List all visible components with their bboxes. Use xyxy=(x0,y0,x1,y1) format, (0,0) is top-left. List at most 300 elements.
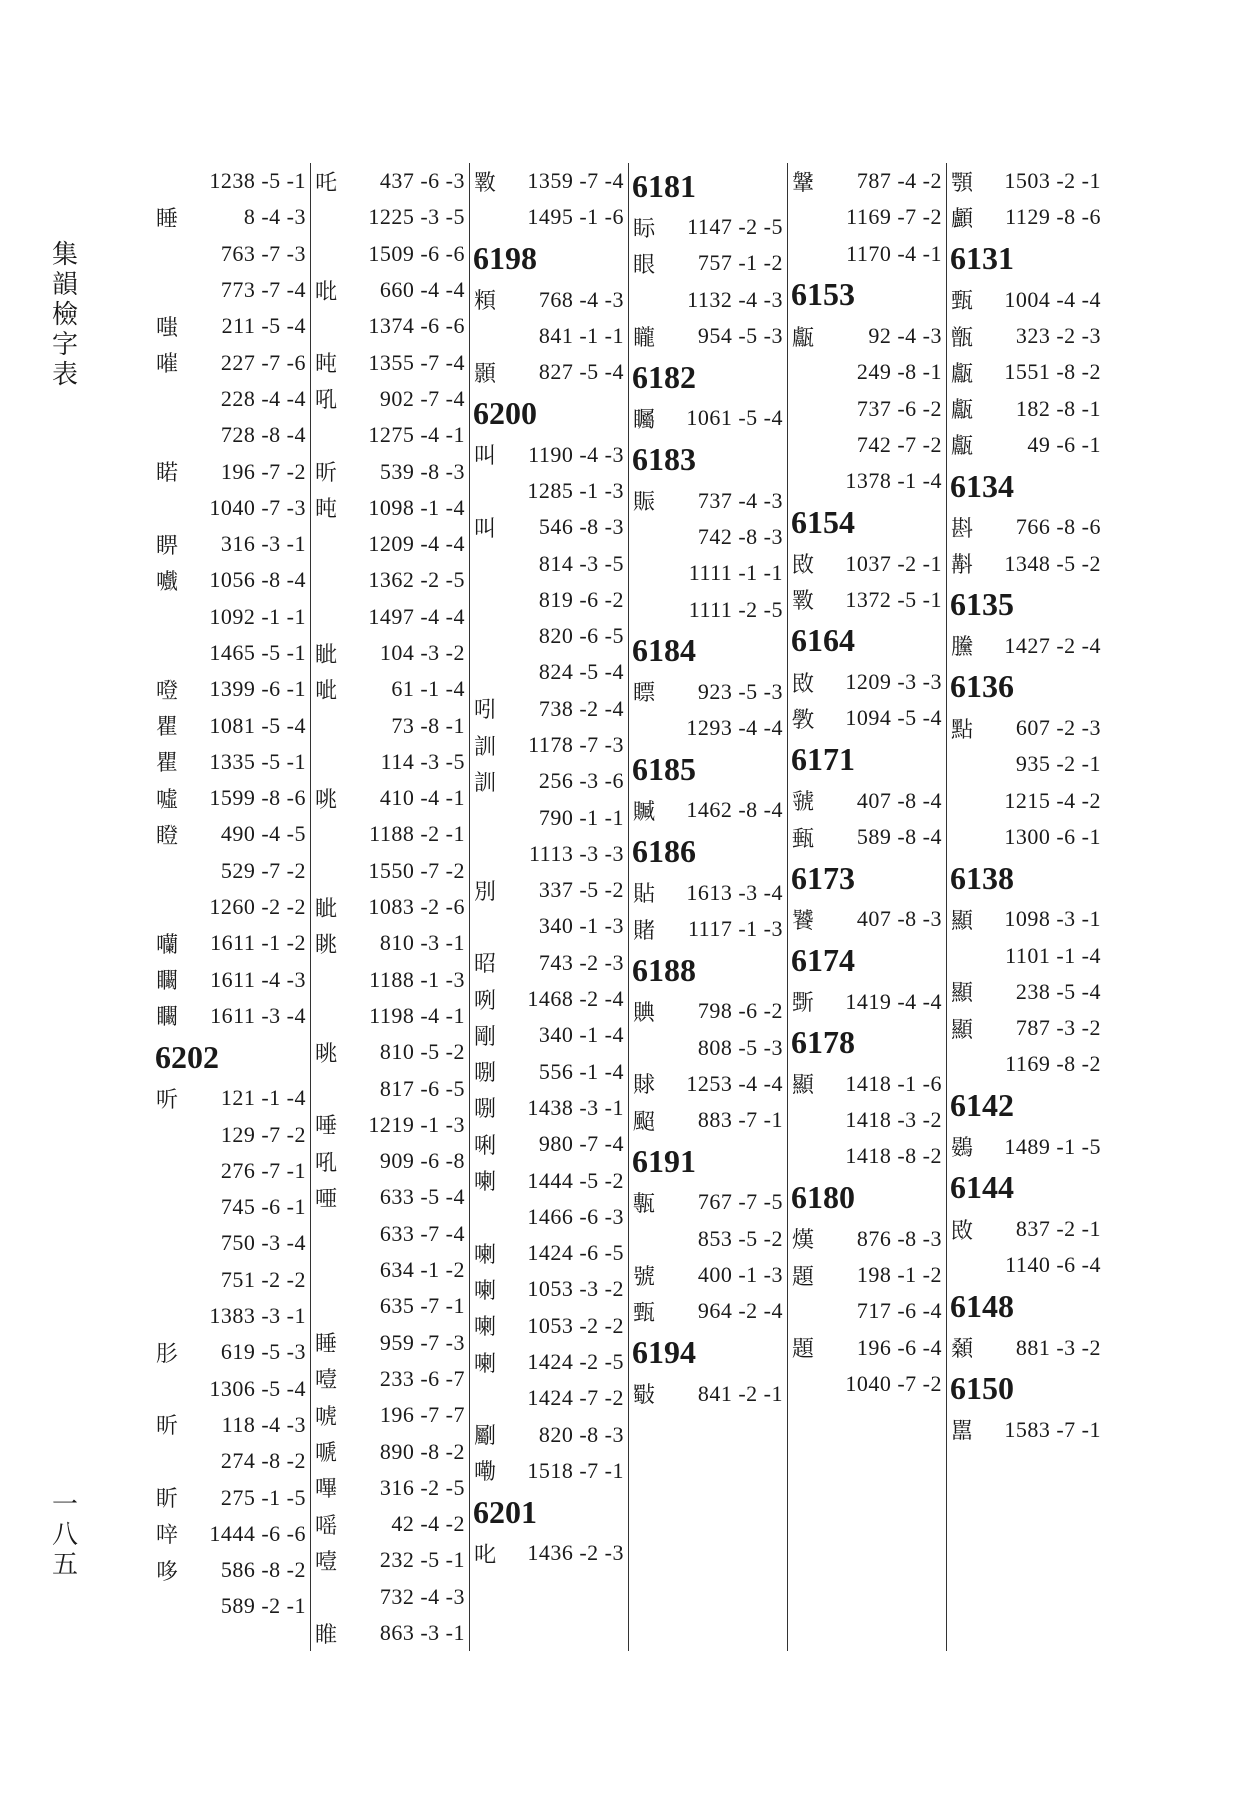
index-entry xyxy=(788,427,946,463)
entry-reference: 1132 -4 -3 xyxy=(687,286,783,312)
index-entry xyxy=(311,562,469,598)
entry-character: 呲 xyxy=(315,678,338,704)
index-entry xyxy=(947,1211,1106,1247)
entry-reference: 233 -6 -7 xyxy=(379,1365,465,1391)
entry-character: 睰 xyxy=(156,461,179,487)
entry-reference: 1219 -1 -3 xyxy=(368,1111,465,1137)
index-entry xyxy=(152,490,310,526)
entry-reference: 1348 -5 -2 xyxy=(1004,550,1101,576)
entry-reference: 1101 -1 -4 xyxy=(1005,942,1101,968)
entry-reference: 935 -2 -1 xyxy=(1015,751,1101,777)
entry-character: 睡 xyxy=(315,1332,338,1358)
index-entry xyxy=(470,1090,628,1126)
index-entry xyxy=(311,962,469,998)
entry-character: 眦 xyxy=(315,642,338,668)
entry-reference: 104 -3 -2 xyxy=(379,640,465,665)
entry-reference: 340 -1 -4 xyxy=(538,1022,624,1048)
entry-reference: 1300 -6 -1 xyxy=(1004,824,1101,849)
index-entry xyxy=(788,236,946,272)
section-heading: 6144 xyxy=(950,1169,1014,1206)
entry-character: 喇 xyxy=(474,1351,497,1377)
entry-character: 咧 xyxy=(474,988,497,1014)
entry-character: 黱 xyxy=(951,635,974,661)
entry-reference: 768 -4 -3 xyxy=(538,286,624,312)
entry-character: 訓 xyxy=(474,770,497,796)
entry-reference: 1170 -4 -1 xyxy=(846,240,942,266)
entry-reference: 337 -5 -2 xyxy=(538,877,624,903)
entry-reference: 8 -4 -3 xyxy=(243,204,306,230)
index-entry xyxy=(311,1179,469,1215)
entry-reference: 1466 -6 -3 xyxy=(527,1203,624,1229)
entry-character: 眼 xyxy=(633,252,656,278)
index-entry xyxy=(311,236,469,272)
section-heading: 6178 xyxy=(791,1024,855,1061)
entry-reference: 743 -2 -3 xyxy=(538,949,624,975)
entry-character: 斀 xyxy=(633,1383,656,1409)
entry-reference: 876 -8 -3 xyxy=(856,1225,942,1251)
index-entry xyxy=(311,1325,469,1361)
entry-reference: 773 -7 -4 xyxy=(220,277,306,303)
section-heading: 6202 xyxy=(155,1038,219,1075)
entry-reference: 407 -8 -3 xyxy=(856,906,942,932)
entry-character: 瞪 xyxy=(156,823,179,849)
entry-character: 點 xyxy=(951,717,974,743)
section-heading: 6135 xyxy=(950,586,1014,623)
entry-reference: 1611 -3 -4 xyxy=(210,1002,306,1028)
entry-character: 顯 xyxy=(792,1073,815,1099)
entry-character: 饕 xyxy=(792,908,815,934)
index-entry xyxy=(311,344,469,380)
index-entry xyxy=(788,819,946,855)
index-entry xyxy=(788,1221,946,1257)
index-entry xyxy=(947,390,1106,426)
entry-character: 瞿 xyxy=(156,715,179,741)
index-entry xyxy=(152,599,310,635)
entry-reference: 1053 -2 -2 xyxy=(527,1312,624,1338)
entry-character: 吲 xyxy=(474,698,497,724)
entry-character: 甀 xyxy=(792,826,815,852)
entry-reference: 757 -1 -2 xyxy=(697,250,783,276)
entry-reference: 1462 -8 -4 xyxy=(686,797,783,823)
index-entry xyxy=(311,707,469,743)
index-entry xyxy=(152,1479,310,1515)
entry-reference: 817 -6 -5 xyxy=(379,1075,465,1101)
entry-reference: 1306 -5 -4 xyxy=(209,1375,306,1401)
entry-character: 昕 xyxy=(315,461,338,487)
index-entry xyxy=(629,1066,787,1102)
section-heading: 6171 xyxy=(791,741,855,778)
entry-character: 題 xyxy=(792,1264,815,1290)
entry-character: 甎 xyxy=(633,1191,656,1217)
entry-reference: 1362 -2 -5 xyxy=(368,567,465,593)
entry-character: 吼 xyxy=(315,1150,338,1176)
index-entry xyxy=(629,1257,787,1293)
index-entry xyxy=(788,1066,946,1102)
entry-reference: 1359 -7 -4 xyxy=(527,168,624,194)
index-entry xyxy=(152,1080,310,1116)
index-entry xyxy=(470,872,628,908)
index-entry xyxy=(311,1579,469,1615)
entry-reference: 1111 -1 -1 xyxy=(688,560,783,586)
index-entry xyxy=(947,710,1106,746)
entry-character: 嗶 xyxy=(315,1477,338,1503)
index-entry xyxy=(470,282,628,318)
entry-character: 虢 xyxy=(792,790,815,816)
section-heading: 6181 xyxy=(632,167,696,204)
entry-reference: 227 -7 -6 xyxy=(220,349,306,375)
entry-reference: 820 -8 -3 xyxy=(538,1421,624,1447)
entry-character: 嗺 xyxy=(156,352,179,378)
index-entry xyxy=(152,671,310,707)
entry-reference: 1551 -8 -2 xyxy=(1004,359,1101,385)
section-heading: 6153 xyxy=(791,276,855,313)
entry-reference: 1465 -5 -1 xyxy=(209,640,306,665)
index-entry xyxy=(152,1371,310,1407)
index-entry xyxy=(311,1361,469,1397)
index-entry xyxy=(947,1330,1106,1366)
index-entry xyxy=(311,744,469,780)
index-entry xyxy=(629,875,787,911)
entry-character: 嗂 xyxy=(315,1513,338,1539)
entry-reference: 114 -3 -5 xyxy=(380,748,465,774)
index-entry xyxy=(311,1397,469,1433)
entry-character: 吡 xyxy=(315,279,338,305)
entry-reference: 1518 -7 -1 xyxy=(527,1457,624,1483)
index-entry xyxy=(152,853,310,889)
entry-reference: 1253 -4 -4 xyxy=(686,1070,783,1096)
index-entry xyxy=(788,582,946,618)
index-entry xyxy=(470,163,628,199)
entry-reference: 410 -4 -1 xyxy=(379,785,465,811)
section-heading: 6188 xyxy=(632,951,696,988)
entry-character: 吼 xyxy=(315,388,338,414)
entry-reference: 1489 -1 -5 xyxy=(1004,1133,1101,1159)
entry-reference: 129 -7 -2 xyxy=(220,1121,306,1147)
entry-reference: 751 -2 -2 xyxy=(220,1266,306,1292)
entry-reference: 238 -5 -4 xyxy=(1015,978,1101,1004)
entry-reference: 340 -1 -3 xyxy=(538,913,624,939)
entry-reference: 1436 -2 -3 xyxy=(527,1540,624,1566)
entry-reference: 890 -8 -2 xyxy=(379,1438,465,1464)
index-entry xyxy=(311,925,469,961)
entry-character: 鷃 xyxy=(951,1136,974,1162)
index-entry xyxy=(152,780,310,816)
entry-reference: 902 -7 -4 xyxy=(379,385,465,411)
entry-reference: 1004 -4 -4 xyxy=(1004,286,1101,312)
index-entry xyxy=(152,1189,310,1225)
entry-reference: 274 -8 -2 xyxy=(220,1448,306,1474)
entry-reference: 437 -6 -3 xyxy=(379,168,465,194)
index-entry xyxy=(947,545,1106,581)
entry-reference: 42 -4 -2 xyxy=(391,1511,465,1537)
index-entry xyxy=(629,591,787,627)
entry-character: 喇 xyxy=(474,1170,497,1196)
index-entry xyxy=(470,618,628,654)
entry-character: 甗 xyxy=(951,398,974,424)
entry-character: 頪 xyxy=(474,289,497,315)
index-entry xyxy=(629,1376,787,1412)
entry-character: 吒 xyxy=(315,170,338,196)
entry-character: 㖕 xyxy=(156,1523,179,1549)
index-entry xyxy=(470,1126,628,1162)
index-entry xyxy=(629,209,787,245)
entry-character: 眎 xyxy=(633,216,656,242)
section-heading: 6185 xyxy=(632,750,696,787)
entry-reference: 249 -8 -1 xyxy=(856,359,942,385)
entry-character: 听 xyxy=(156,1087,179,1113)
index-entry xyxy=(152,1516,310,1552)
index-entry xyxy=(152,1334,310,1370)
entry-reference: 1040 -7 -2 xyxy=(845,1370,942,1396)
index-entry xyxy=(152,1116,310,1152)
index-entry xyxy=(311,199,469,235)
entry-reference: 1215 -4 -2 xyxy=(1004,787,1101,813)
index-entry xyxy=(788,1293,946,1329)
entry-character: 斟 xyxy=(951,516,974,542)
entry-reference: 1468 -2 -4 xyxy=(527,986,624,1012)
index-entry xyxy=(311,853,469,889)
entry-character: 噎 xyxy=(315,1549,338,1575)
index-entry xyxy=(470,199,628,235)
index-entry xyxy=(629,1293,787,1329)
entry-character: 瞟 xyxy=(633,681,656,707)
index-entry xyxy=(629,674,787,710)
index-entry xyxy=(152,453,310,489)
entry-character: 噓 xyxy=(156,787,179,813)
entry-character: 顯 xyxy=(951,1017,974,1043)
entry-reference: 841 -1 -1 xyxy=(538,323,624,349)
index-entry xyxy=(947,819,1106,855)
index-entry xyxy=(311,1288,469,1324)
index-entry xyxy=(947,1129,1106,1165)
entry-reference: 607 -2 -3 xyxy=(1015,715,1101,741)
index-entry xyxy=(311,1433,469,1469)
entry-reference: 92 -4 -3 xyxy=(868,323,942,349)
entry-reference: 1418 -8 -2 xyxy=(845,1143,942,1169)
index-entry xyxy=(152,1443,310,1479)
entry-character: 鞶 xyxy=(792,170,815,196)
index-entry xyxy=(788,463,946,499)
section-heading: 6194 xyxy=(632,1334,696,1371)
index-entry xyxy=(152,962,310,998)
index-entry xyxy=(947,1046,1106,1082)
entry-reference: 1424 -2 -5 xyxy=(527,1349,624,1375)
index-entry xyxy=(311,1216,469,1252)
index-entry xyxy=(947,1412,1106,1448)
entry-reference: 1260 -2 -2 xyxy=(209,894,306,920)
entry-reference: 1169 -7 -2 xyxy=(846,204,942,230)
entry-character: 斆 xyxy=(792,707,815,733)
entry-character: 眺 xyxy=(315,932,338,958)
entry-character: 喇 xyxy=(474,1278,497,1304)
index-entry xyxy=(152,1407,310,1443)
index-entry xyxy=(788,700,946,736)
entry-reference: 1374 -6 -6 xyxy=(368,313,465,339)
entry-reference: 1040 -7 -3 xyxy=(209,494,306,520)
entry-character: 嚱 xyxy=(156,569,179,595)
entry-reference: 619 -5 -3 xyxy=(220,1339,306,1365)
entry-reference: 1092 -1 -1 xyxy=(209,603,306,629)
index-entry xyxy=(152,308,310,344)
index-entry xyxy=(311,1143,469,1179)
entry-reference: 73 -8 -1 xyxy=(391,712,465,738)
entry-reference: 407 -8 -4 xyxy=(856,787,942,813)
section-heading: 6138 xyxy=(950,859,1014,896)
index-entry xyxy=(470,727,628,763)
entry-reference: 980 -7 -4 xyxy=(538,1131,624,1157)
index-entry xyxy=(947,199,1106,235)
entry-reference: 737 -4 -3 xyxy=(697,487,783,513)
entry-reference: 1378 -1 -4 xyxy=(845,468,942,494)
index-entry xyxy=(152,272,310,308)
index-column xyxy=(629,163,788,1651)
index-entry xyxy=(311,1107,469,1143)
entry-reference: 546 -8 -3 xyxy=(538,514,624,540)
index-entry xyxy=(947,746,1106,782)
entry-reference: 1225 -3 -5 xyxy=(368,204,465,230)
entry-character: 盺 xyxy=(156,1487,179,1513)
entry-reference: 766 -8 -6 xyxy=(1015,514,1101,540)
entry-reference: 863 -3 -1 xyxy=(379,1620,465,1646)
index-entry xyxy=(470,1380,628,1416)
index-entry xyxy=(470,1017,628,1053)
index-entry xyxy=(311,490,469,526)
entry-character: 賟 xyxy=(633,1000,656,1026)
index-entry xyxy=(152,526,310,562)
entry-reference: 1424 -7 -2 xyxy=(527,1385,624,1411)
index-entry xyxy=(788,1330,946,1366)
entry-character: 矙 xyxy=(156,1005,179,1031)
index-entry xyxy=(629,400,787,436)
entry-reference: 790 -1 -1 xyxy=(538,804,624,830)
entry-reference: 717 -6 -4 xyxy=(856,1298,942,1324)
entry-reference: 964 -2 -4 xyxy=(697,1298,783,1324)
entry-character: 號 xyxy=(633,1264,656,1290)
index-entry xyxy=(947,354,1106,390)
index-entry xyxy=(470,654,628,690)
entry-character: 囒 xyxy=(156,932,179,958)
entry-character: 斲 xyxy=(792,991,815,1017)
section-heading: 6154 xyxy=(791,503,855,540)
entry-character: 喇 xyxy=(474,1315,497,1341)
index-entry xyxy=(152,381,310,417)
entry-character: 叫 xyxy=(474,444,497,470)
index-entry xyxy=(629,555,787,591)
index-entry xyxy=(311,453,469,489)
index-entry xyxy=(947,628,1106,664)
entry-reference: 1495 -1 -6 xyxy=(527,204,624,230)
index-column xyxy=(470,163,629,1651)
entry-character: 晀 xyxy=(315,1041,338,1067)
entry-reference: 633 -5 -4 xyxy=(379,1184,465,1210)
index-entry xyxy=(947,318,1106,354)
index-entry xyxy=(152,1262,310,1298)
entry-reference: 820 -6 -5 xyxy=(538,623,624,649)
section-heading: 6198 xyxy=(473,240,537,277)
entry-reference: 798 -6 -2 xyxy=(697,998,783,1024)
entry-character: 咷 xyxy=(315,787,338,813)
section-heading: 6183 xyxy=(632,440,696,477)
entry-character: 哵 xyxy=(474,1097,497,1123)
index-entry xyxy=(947,163,1106,199)
index-entry xyxy=(152,925,310,961)
entry-reference: 954 -5 -3 xyxy=(697,323,783,349)
index-entry xyxy=(788,664,946,700)
entry-character: 甄 xyxy=(633,1300,656,1326)
entry-reference: 1188 -1 -3 xyxy=(369,966,465,992)
index-entry xyxy=(629,792,787,828)
index-entry xyxy=(629,1029,787,1065)
entry-character: 䫿 xyxy=(633,1109,656,1135)
index-entry xyxy=(629,1221,787,1257)
entry-reference: 1509 -6 -6 xyxy=(368,240,465,266)
entry-character: 昕 xyxy=(156,1414,179,1440)
entry-character: 斁 xyxy=(474,170,497,196)
entry-reference: 1117 -1 -3 xyxy=(687,916,783,941)
entry-reference: 1550 -7 -2 xyxy=(368,857,465,883)
index-entry xyxy=(152,1225,310,1261)
index-entry xyxy=(152,816,310,852)
index-entry xyxy=(470,763,628,799)
entry-character: 劚 xyxy=(474,1424,497,1450)
entry-character: 賕 xyxy=(633,1073,656,1099)
entry-reference: 1285 -1 -3 xyxy=(527,477,624,503)
entry-character: 眦 xyxy=(315,896,338,922)
index-entry xyxy=(788,1366,946,1402)
entry-reference: 1427 -2 -4 xyxy=(1004,632,1101,658)
entry-reference: 1383 -3 -1 xyxy=(209,1303,306,1329)
entry-reference: 634 -1 -2 xyxy=(379,1257,465,1283)
entry-reference: 1081 -5 -4 xyxy=(209,712,306,738)
entry-character: 贓 xyxy=(633,799,656,825)
index-entry xyxy=(311,1252,469,1288)
entry-reference: 121 -1 -4 xyxy=(220,1085,306,1111)
index-entry xyxy=(470,509,628,545)
entry-reference: 1053 -3 -2 xyxy=(527,1276,624,1302)
entry-reference: 556 -1 -4 xyxy=(538,1058,624,1084)
entry-character: 睡 xyxy=(156,206,179,232)
entry-character: 顯 xyxy=(951,981,974,1007)
index-entry xyxy=(788,901,946,937)
entry-character: 唾 xyxy=(315,1114,338,1140)
entry-reference: 196 -6 -4 xyxy=(856,1334,942,1360)
entry-reference: 827 -5 -4 xyxy=(538,359,624,385)
index-entry xyxy=(629,482,787,518)
entry-reference: 316 -3 -1 xyxy=(220,531,306,557)
index-entry xyxy=(152,417,310,453)
section-heading: 6142 xyxy=(950,1087,1014,1124)
entry-character: 甗 xyxy=(951,361,974,387)
entry-reference: 323 -2 -3 xyxy=(1015,323,1101,349)
entry-reference: 824 -5 -4 xyxy=(538,659,624,685)
index-entry xyxy=(470,1054,628,1090)
entry-character: 唖 xyxy=(315,1186,338,1212)
entry-character: 顱 xyxy=(951,206,974,232)
index-entry xyxy=(311,1506,469,1542)
entry-reference: 635 -7 -1 xyxy=(379,1293,465,1319)
index-entry xyxy=(311,1070,469,1106)
entry-reference: 490 -4 -5 xyxy=(220,821,306,847)
entry-character: 嚚 xyxy=(951,1419,974,1445)
entry-reference: 539 -8 -3 xyxy=(379,458,465,484)
entry-character: 甗 xyxy=(792,325,815,351)
index-entry xyxy=(152,236,310,272)
entry-character: 唎 xyxy=(474,1133,497,1159)
entry-character: 顥 xyxy=(474,361,497,387)
entry-reference: 660 -4 -4 xyxy=(379,277,465,303)
entry-reference: 1190 -4 -3 xyxy=(528,441,624,467)
entry-reference: 1613 -3 -4 xyxy=(686,879,783,905)
